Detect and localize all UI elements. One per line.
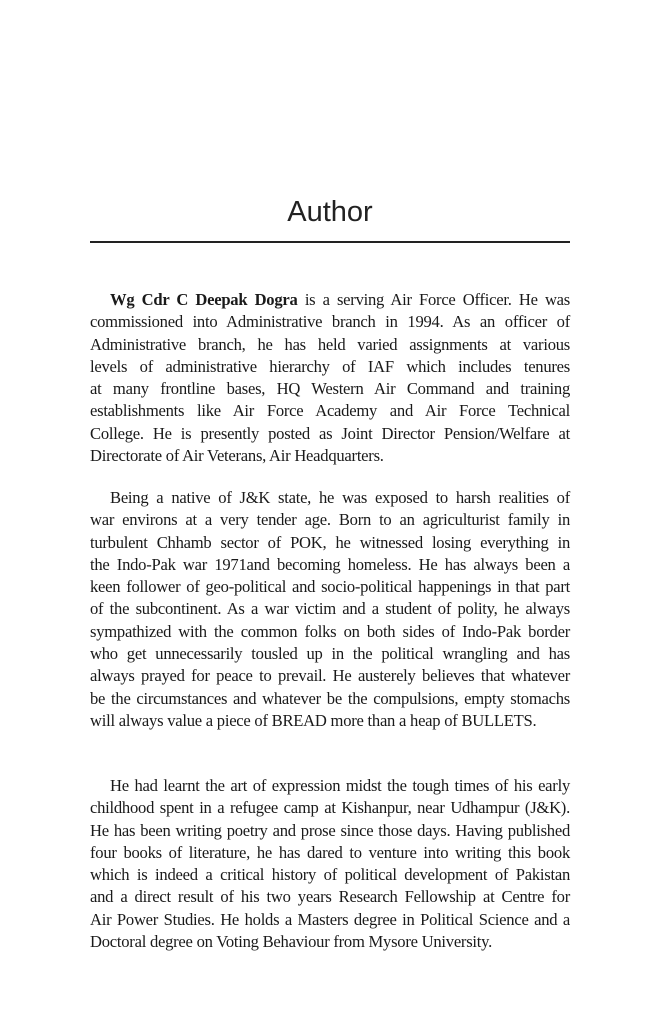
text-line: be the circumstances and whatever be the compulsions, empty stomachs xyxy=(90,688,570,708)
text-line: at many frontline bases, HQ Western Air Command and training xyxy=(90,379,570,399)
page-title: Author xyxy=(287,196,373,228)
text-line: the Indo-Pak war 1971and becoming homeless. He has always been a xyxy=(90,554,570,574)
text-line: childhood spent in a refugee camp at Kishanpur, near Udhampur (J&K). xyxy=(90,798,570,818)
text-line: He had learnt the art of expression midst the tough times of his early xyxy=(110,776,570,795)
title-rule xyxy=(90,241,570,243)
text-line: who get unnecessarily tousled up in the political wrangling and has xyxy=(90,644,570,664)
text-line: and a direct result of his two years Research Fellowship at Centre for xyxy=(90,887,570,907)
text-line: Air Power Studies. He holds a Masters degree in Political Science and a xyxy=(90,909,570,929)
text-line: four books of literature, he has dared to venture into writing this book xyxy=(90,842,570,862)
paragraph-2 xyxy=(90,487,570,732)
author-name: Wg Cdr C Deepak Dogra xyxy=(110,290,298,309)
text-line: turbulent Chhamb sector of POK, he witnessed losing everything in xyxy=(90,532,570,552)
text-line: Being a native of J&K state, he was exposed to harsh realities of xyxy=(110,488,570,507)
text-span: is a serving Air Force Officer. He was xyxy=(297,290,571,309)
paragraph-1 xyxy=(90,289,570,467)
text-line: always prayed for peace to prevail. He austerely believes that whatever xyxy=(90,666,570,686)
text-line: Directorate of Air Veterans, Air Headquarters. xyxy=(90,446,384,466)
text-line: levels of administrative hierarchy of IAF which includes tenures xyxy=(90,356,570,376)
text-line: war environs at a very tender age. Born to an agriculturist family in xyxy=(90,510,570,530)
text-line: He has been writing poetry and prose since those days. Having published xyxy=(90,820,570,840)
text-line: keen follower of geo-political and socio-political happenings in that part xyxy=(90,577,570,597)
paragraph-3 xyxy=(90,775,570,953)
text-line: College. He is presently posted as Joint Director Pension/Welfare at xyxy=(90,423,570,443)
text-line: which is indeed a critical history of political development of Pakistan xyxy=(90,865,570,885)
text-line: commissioned into Administrative branch in 1994. As an officer of xyxy=(90,312,570,332)
text-line: will always value a piece of BREAD more than a heap of BULLETS. xyxy=(90,710,537,730)
text-line: Administrative branch, he has held varied assignments at various xyxy=(90,334,570,354)
text-line: Doctoral degree on Voting Behaviour from Mysore University. xyxy=(90,932,493,952)
text-line: sympathized with the common folks on both sides of Indo-Pak border xyxy=(90,621,570,641)
text-line: of the subcontinent. As a war victim and a student of polity, he always xyxy=(90,599,570,619)
text-line: establishments like Air Force Academy and Air Force Technical xyxy=(90,401,570,421)
text-line xyxy=(90,289,570,311)
